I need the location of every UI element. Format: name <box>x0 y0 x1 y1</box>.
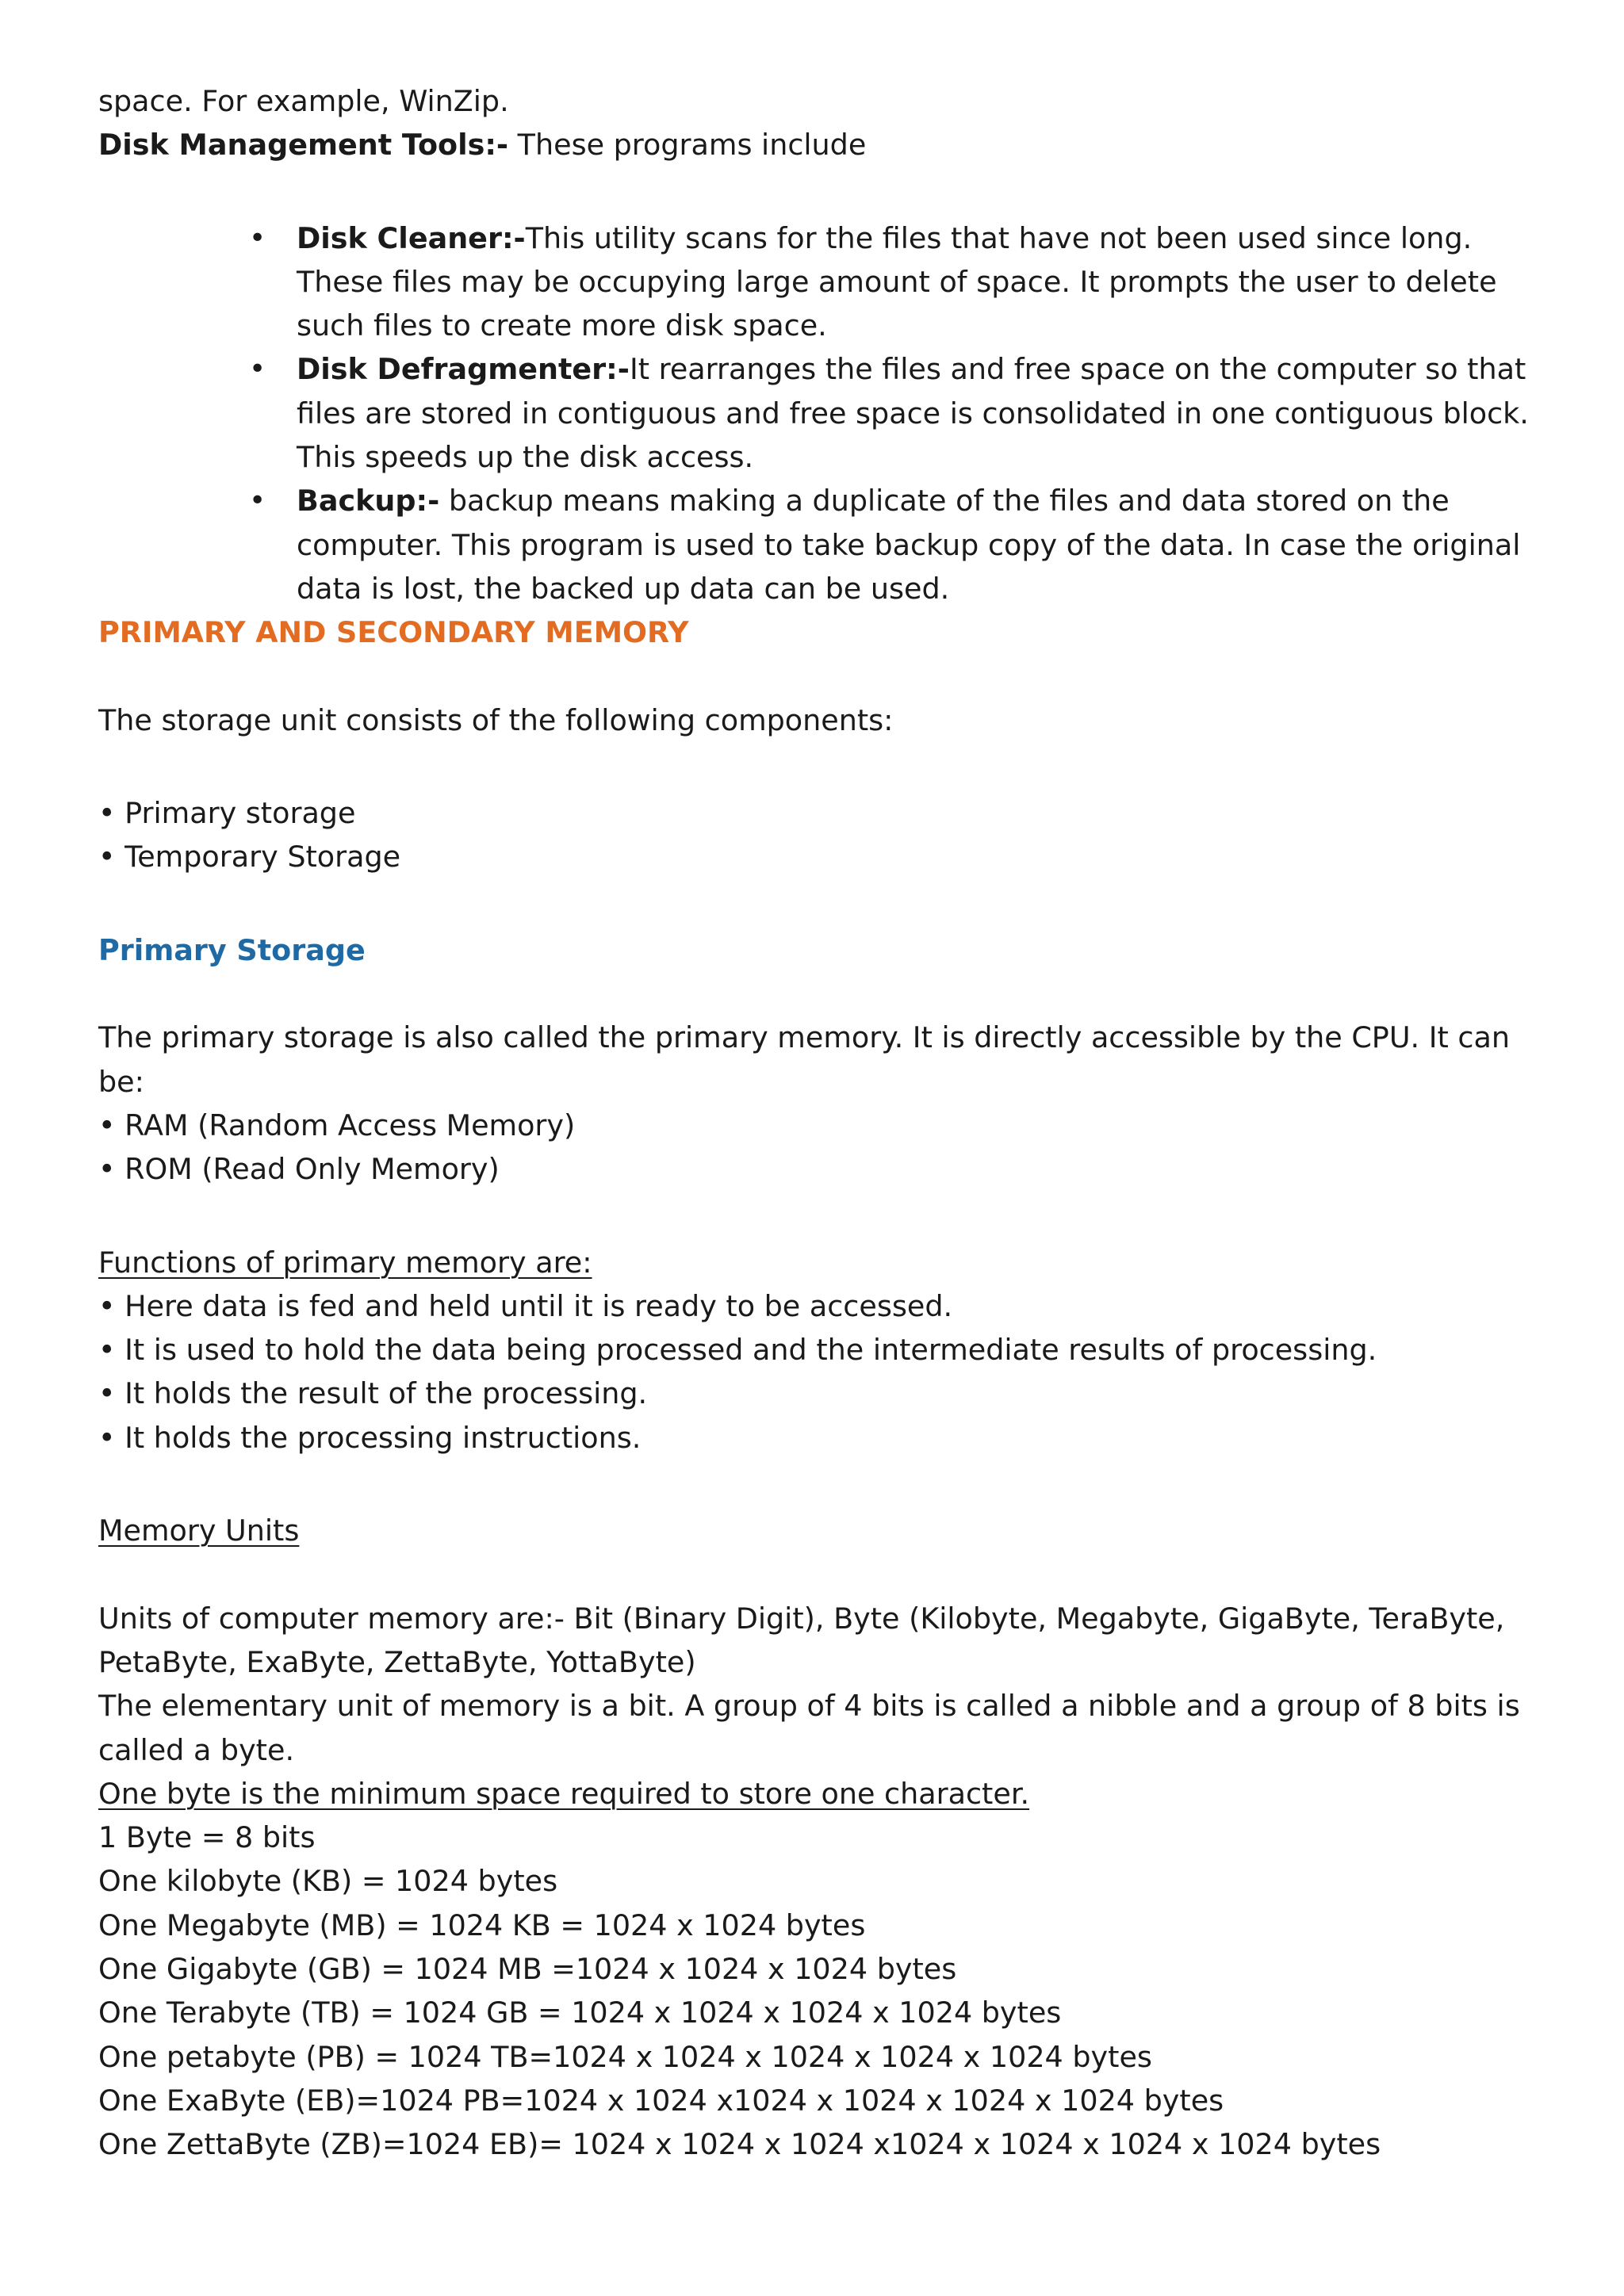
function-item: • It is used to hold the data being processed and the intermediate results of processing. <box>98 1333 1377 1368</box>
list-item-disk-cleaner <box>98 216 1549 348</box>
tool-text: It rearranges the files and free space on the computer so that <box>629 352 1526 387</box>
primary-storage-heading: Primary Storage <box>98 932 366 967</box>
tool-text: such files to create more disk space. <box>297 308 827 343</box>
tool-text: files are stored in contiguous and free space is consolidated in one contiguous block. <box>297 396 1529 430</box>
conversion-line: One Terabyte (TB) = 1024 GB = 1024 x 1024 x 1024 x 1024 bytes <box>98 1996 1062 2030</box>
disk-tools-list <box>98 216 1549 611</box>
memory-units-text: The elementary unit of memory is a bit. A group of 4 bits is called a nibble and a group of 8 bits is <box>98 1689 1520 1724</box>
memory-type: • RAM (Random Access Memory) <box>98 1108 576 1142</box>
memory-units-text: Units of computer memory are:- Bit (Binary Digit), Byte (Kilobyte, Megabyte, GigaByte, TeraByte, <box>98 1601 1505 1636</box>
function-item: • It holds the processing instructions. <box>98 1420 642 1455</box>
conversion-line: One Megabyte (MB) = 1024 KB = 1024 x 1024 bytes <box>98 1908 866 1942</box>
tool-text: data is lost, the backed up data can be used. <box>297 571 950 606</box>
list-item-disk-defragmenter <box>98 347 1549 479</box>
list-item-backup <box>98 479 1549 610</box>
conversion-line: One kilobyte (KB) = 1024 bytes <box>98 1864 558 1899</box>
underlined-fact: One byte is the minimum space required to store one character. <box>98 1776 1030 1811</box>
tool-text: computer. This program is used to take backup copy of the data. In case the original <box>297 527 1521 562</box>
tool-text: This speeds up the disk access. <box>297 440 754 475</box>
primary-storage-para: be: <box>98 1064 144 1099</box>
conversion-line: One petabyte (PB) = 1024 TB=1024 x 1024 x 1024 x 1024 x 1024 bytes <box>98 2039 1152 2074</box>
continuation-text: space. For example, WinZip. <box>98 84 509 118</box>
disk-tools-intro <box>98 123 1549 166</box>
storage-component: • Primary storage <box>98 796 356 831</box>
conversion-line: 1 Byte = 8 bits <box>98 1820 316 1855</box>
storage-component: • Temporary Storage <box>98 840 401 874</box>
memory-units-heading: Memory Units <box>98 1513 300 1548</box>
tool-label: Backup:- <box>297 484 440 519</box>
disk-tools-label: Disk Management Tools:- <box>98 128 509 163</box>
disk-tools-text: These programs include <box>508 128 867 163</box>
function-item: • It holds the result of the processing. <box>98 1376 648 1411</box>
conversion-line: One ExaByte (EB)=1024 PB=1024 x 1024 x1024 x 1024 x 1024 x 1024 bytes <box>98 2083 1224 2118</box>
conversion-line: One ZettaByte (ZB)=1024 EB)= 1024 x 1024 x 1024 x1024 x 1024 x 1024 x 1024 bytes <box>98 2127 1381 2162</box>
functions-heading: Functions of primary memory are: <box>98 1245 592 1280</box>
memory-units-text: called a byte. <box>98 1732 295 1767</box>
memory-type: • ROM (Read Only Memory) <box>98 1152 500 1187</box>
function-item: • Here data is fed and held until it is ready to be accessed. <box>98 1288 953 1323</box>
storage-intro: The storage unit consists of the following components: <box>98 702 894 737</box>
tool-label: Disk Defragmenter:- <box>297 352 630 387</box>
tool-text: backup means making a duplicate of the files and data stored on the <box>439 484 1450 519</box>
bullet-icon: • <box>249 484 266 518</box>
memory-units-text: PetaByte, ExaByte, ZettaByte, YottaByte) <box>98 1644 696 1679</box>
tool-label: Disk Cleaner:- <box>297 220 526 255</box>
primary-storage-para: The primary storage is also called the primary memory. It is directly accessible by the CPU. It can <box>98 1020 1510 1055</box>
document-page <box>98 79 1549 2166</box>
tool-text: This utility scans for the files that have not been used since long. <box>525 220 1473 255</box>
bullet-icon: • <box>249 221 266 254</box>
tool-text: These files may be occupying large amount of space. It prompts the user to delete <box>297 264 1497 299</box>
conversion-line: One Gigabyte (GB) = 1024 MB =1024 x 1024 x 1024 bytes <box>98 1951 957 1986</box>
section-heading: PRIMARY AND SECONDARY MEMORY <box>98 615 689 650</box>
bullet-icon: • <box>249 353 266 386</box>
